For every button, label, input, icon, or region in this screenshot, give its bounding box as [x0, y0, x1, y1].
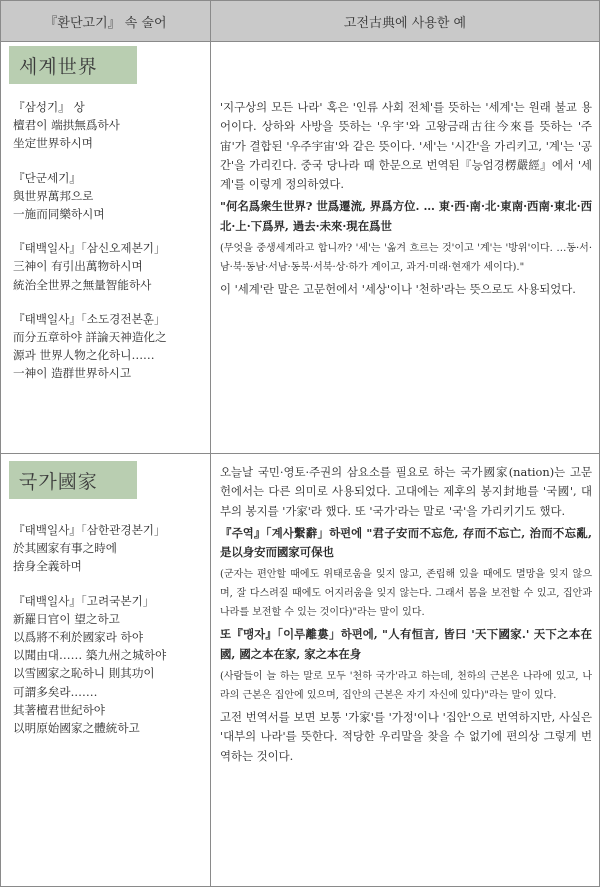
quote-source: 『삼성기』 상	[13, 100, 85, 114]
paragraph-translation: (군자는 편안할 때에도 위태로움을 잊지 않고, 존립해 있을 때에도 멸망을 잊지 않으며, 잘 다스려질 때에도 어지러움을 잊지 않는다. 그래서 몸을 보전할 수 있고, 집안과 나라를 보전할 수 있는 것이다)"라는 말이 있다.	[220, 569, 592, 619]
quote-group	[13, 169, 207, 224]
quote-group	[13, 310, 207, 383]
quote-line: 以爲將不利於國家라 하야	[13, 630, 144, 645]
paragraph: 고전 번역서를 보면 보통 '가家'를 '가정'이나 '집안'으로 번역하지만, 사실은 '대부의 나라'를 뜻한다. 적당한 우리말을 찾을 수 없기에 편의상 그렇게 번역하는 것이다.	[220, 710, 592, 763]
quote-source: 『단군세기』	[13, 170, 81, 185]
quote-source: 『태백일사』「삼한관경본기」	[13, 523, 166, 537]
quote-line: 於其國家有事之時에	[13, 541, 117, 556]
quote-source: 『태백일사』「고려국본기」	[13, 593, 155, 608]
quote-line: 三神이 有引出萬物하시며	[13, 259, 143, 274]
quote-line: 一神이 造群世界하시고	[13, 366, 132, 381]
paragraph: 이 '세계'란 말은 고문헌에서 '세상'이나 '천하'라는 뜻으로도 사용되었다.	[220, 282, 576, 297]
quote-source: 『태백일사』「소도경전본훈」	[13, 311, 166, 326]
quote-line: 捨身全義하며	[13, 559, 82, 574]
quote-line: 以雪國家之恥하니 則其功이	[13, 666, 155, 681]
right-explanation-world	[220, 98, 592, 302]
quote-line: 可謂多矣라.……	[13, 684, 98, 699]
quote-line: 與世界萬邦으로	[13, 188, 94, 203]
quote-line: 以聞由대…… 築九州之城하야	[13, 648, 167, 663]
quote-source: 『태백일사』「삼신오제본기」	[13, 241, 166, 256]
quote-line: 以明原始國家之體統하고	[13, 721, 140, 736]
section-title-nation: 국가國家	[9, 461, 137, 499]
quote-line: 檀君이 端拱無爲하사	[13, 118, 120, 133]
paragraph: 오늘날 국민·영토·주권의 삼요소를 필요로 하는 국가國家(nation)는 고문헌에서는 다른 의미로 사용되었다. 고대에는 제후의 봉지封地를 '국國', 대부의 봉지를 '가家'라 했다. 또 '국가'라는 말로 '국'을 가리키기도 했다.	[220, 465, 592, 518]
section-title-world: 세계世界	[9, 46, 137, 84]
paragraph: "何名爲衆生世界? 世爲遷流, 界爲方位. … 東·西·南·北·東南·西南·東北·西北·上·下爲界, 過去·未來·現在爲世	[220, 199, 592, 233]
row-divider	[1, 453, 599, 454]
right-explanation-nation	[220, 463, 592, 769]
left-quotes-world	[13, 98, 207, 399]
column-divider	[210, 41, 211, 886]
quote-line: 源과 世界人物之化하니……	[13, 348, 155, 363]
quote-line: 而分五章하야 詳論天神造化之	[13, 330, 167, 345]
quote-group	[13, 521, 207, 576]
paragraph-translation: (사람들이 늘 하는 말로 모두 '천하 국가'라고 하는데, 천하의 근본은 나라에 있고, 나라의 근본은 집안에 있으며, 집안의 근본은 자기 자신에 있다)"라는 말이 있다.	[220, 671, 592, 702]
paragraph: '지구상의 모든 나라' 혹은 '인류 사회 전체'를 뜻하는 '세계'는 원래 불교 용어이다. 상하와 사방을 뜻하는 '우宇'와 고왕금래古往今來를 뜻하는 '주宙'가 결합된 '우주宇宙'와 같은 뜻이다. '세'는 '시간'을 가리키고, '계'는 '공간'을 가리킨다. 중국 당나라 때 한문으로 번역된『능엄경楞嚴經』에서 '세계'를 이렇게 정의하였다.	[220, 100, 592, 192]
paragraph: 『주역』「계사繫辭」하편에 "君子安而不忘危, 存而不忘亡, 治而不忘亂, 是以身安而國家可保也	[220, 525, 592, 560]
quote-line: 新羅日官이 望之하고	[13, 611, 120, 626]
paragraph-translation: (무엇을 중생세계라고 합니까? '세'는 '옮겨 흐르는 것'이고 '계'는 '방위'이다. …동·서·남·북·동남·서남·동북·서북·상·하가 계이고, 과거·미래·현재가 세이다)."	[220, 243, 592, 274]
quote-group	[13, 592, 207, 738]
quote-line: 坐定世界하시며	[13, 136, 93, 151]
column-header-examples: 고전古典에 사용한 예	[211, 1, 599, 42]
quote-group	[13, 98, 207, 153]
column-header-terms: 『환단고기』 속 술어	[1, 1, 211, 42]
quote-line: 其著檀君世紀하야	[13, 702, 105, 717]
left-quotes-nation	[13, 521, 207, 753]
paragraph: 또『맹자』「이루離婁」하편에, "人有恒言, 皆曰 '天下國家.' 天下之本在國, 國之本在家, 家之本在身	[220, 627, 592, 661]
quote-line: 一施而同樂하시며	[13, 207, 105, 222]
quote-group	[13, 239, 207, 294]
quote-line: 統治全世界之無量智能하사	[13, 277, 152, 292]
